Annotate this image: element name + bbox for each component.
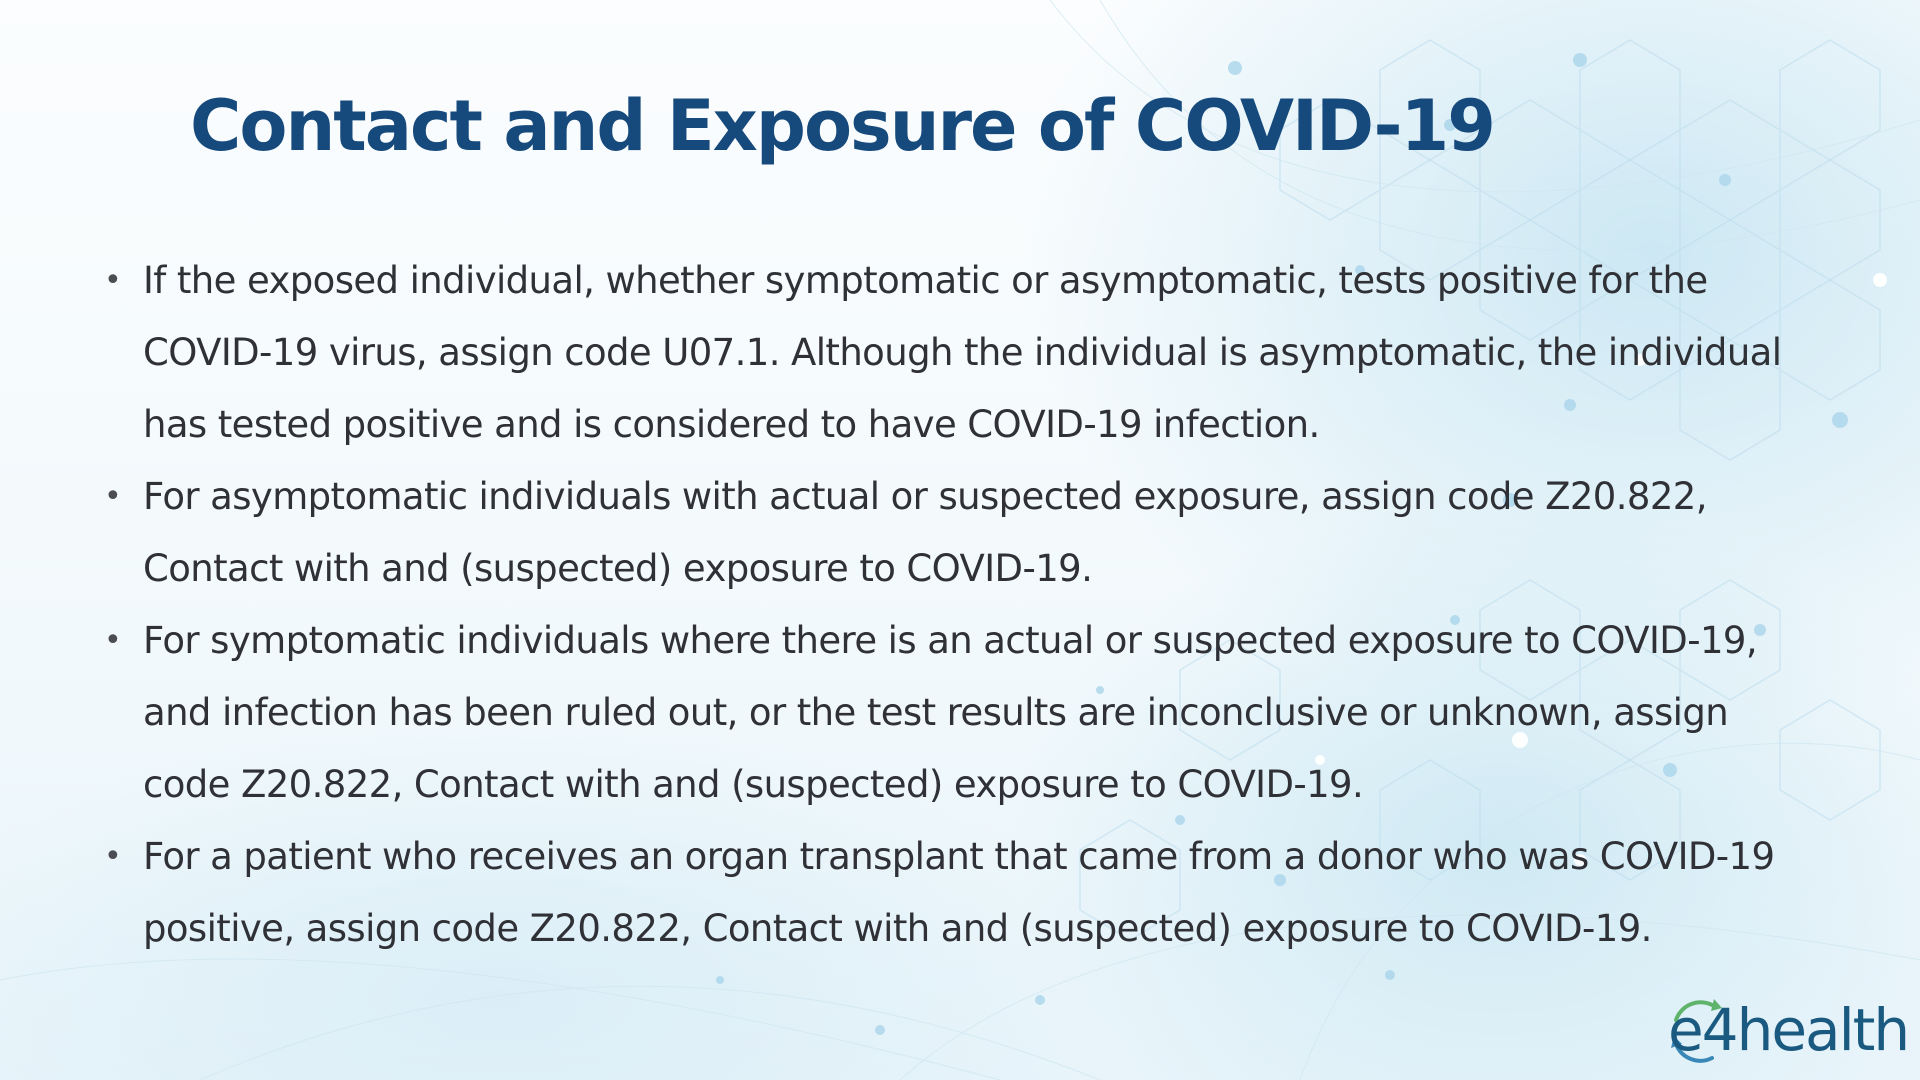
bullet-item: [100, 461, 1820, 605]
bullet-dot: •: [104, 839, 122, 874]
bullet-item: [100, 245, 1820, 461]
e4health-logo: [1668, 990, 1909, 1070]
bullet-dot: •: [104, 263, 122, 298]
bullet-text: For asymptomatic individuals with actual or suspected exposure, assign code Z20.822, Contact with and (suspected) exposure to COVID-19.: [143, 475, 1707, 590]
bullet-item: [100, 605, 1820, 821]
bullet-text: If the exposed individual, whether symptomatic or asymptomatic, tests positive for the COVID-19 virus, assign code U07.1. Although the individual is asymptomatic, the individual has tested positive and is considered to have COVID-19 infection.: [143, 259, 1782, 446]
bullet-list: [100, 245, 1820, 965]
bullet-dot: •: [104, 623, 122, 658]
bullet-text: For a patient who receives an organ transplant that came from a donor who was COVID-19 positive, assign code Z20.822, Contact with and (suspected) exposure to COVID-19.: [143, 835, 1775, 950]
bullet-dot: •: [104, 479, 122, 514]
logo-wordmark: e4health: [1668, 996, 1909, 1064]
bullet-item: [100, 821, 1820, 965]
bullet-text: For symptomatic individuals where there is an actual or suspected exposure to COVID-19, and infection has been ruled out, or the test results are inconclusive or unknown, assign code Z20.822, Contact with and (suspected) exposure to COVID-19.: [143, 619, 1757, 806]
slide-title: Contact and Exposure of COVID-19: [190, 85, 1494, 167]
